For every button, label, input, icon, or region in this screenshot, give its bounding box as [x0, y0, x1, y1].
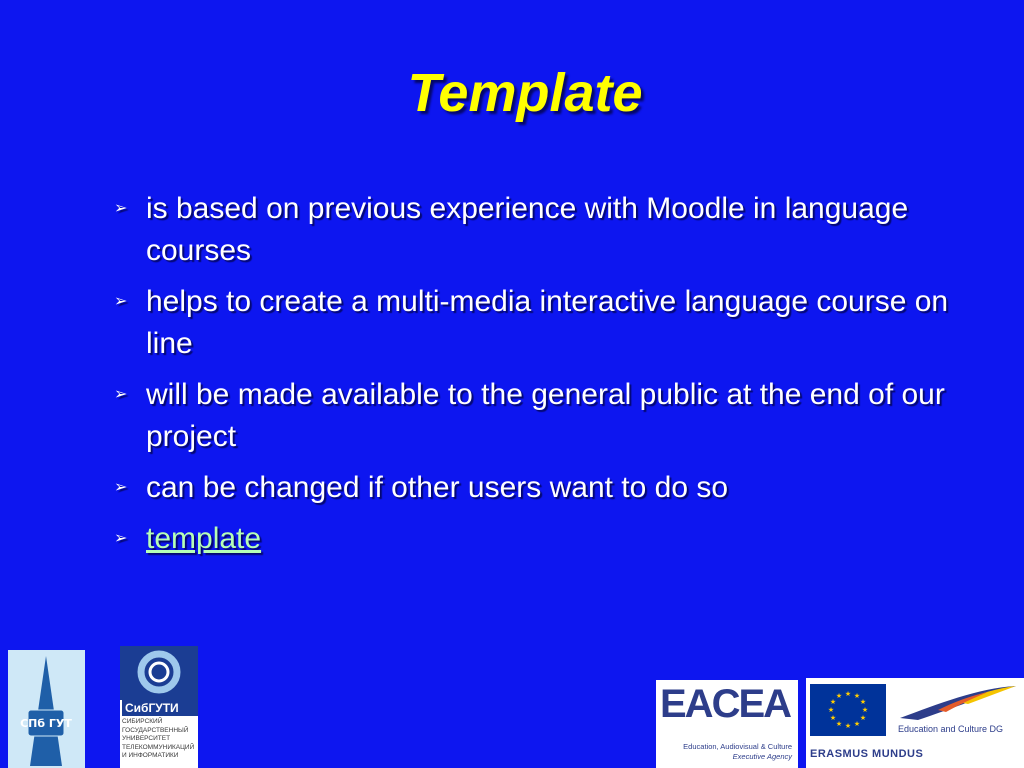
- arrowhead-icon: ➢: [114, 386, 128, 403]
- svg-text:★: ★: [835, 692, 843, 700]
- bullet-item: [112, 374, 952, 458]
- sibguti-logo-name: СибГУТИ: [122, 700, 198, 716]
- spbgut-tower-icon: [8, 650, 85, 768]
- bullet-text: helps to create a multi-media interactive language course on line: [146, 285, 949, 360]
- bullet-text: can be changed if other users want to do so: [146, 471, 729, 504]
- arrowhead-icon: ➢: [114, 200, 128, 217]
- swoosh-icon: [898, 684, 1018, 722]
- sibguti-emblem-icon: [120, 646, 198, 700]
- bullet-item: [112, 188, 952, 272]
- eu-program-text: Education and Culture DG: [898, 724, 1004, 734]
- spbgut-logo-text: СПб ГУТ: [20, 717, 72, 730]
- eacea-line2: Executive Agency: [732, 752, 792, 761]
- svg-text:★: ★: [844, 722, 852, 730]
- svg-text:★: ★: [835, 720, 843, 728]
- sibguti-logo-lines: СИБИРСКИЙ ГОСУДАРСТВЕННЫЙ УНИВЕРСИТЕТ ТЕЛЕКОММУНИКАЦИЙ И ИНФОРМАТИКИ: [122, 718, 195, 759]
- svg-text:★: ★: [829, 714, 837, 722]
- svg-text:★: ★: [859, 698, 867, 706]
- erasmus-mundus-logo: [806, 678, 1024, 768]
- svg-text:★: ★: [853, 720, 861, 728]
- bullet-text: is based on previous experience with Moodle in language courses: [146, 192, 909, 267]
- erasmus-mundus-text: ERASMUS MUNDUS: [810, 748, 924, 760]
- svg-text:★: ★: [861, 706, 869, 714]
- svg-text:★: ★: [859, 714, 867, 722]
- arrowhead-icon: ➢: [114, 530, 128, 547]
- bullet-item: [112, 281, 952, 365]
- arrowhead-icon: ➢: [114, 479, 128, 496]
- svg-text:★: ★: [844, 690, 852, 698]
- eacea-line1: Education, Audiovisual & Culture: [683, 742, 792, 751]
- arrowhead-icon: ➢: [114, 293, 128, 310]
- eu-flag-icon: [810, 684, 886, 736]
- bullet-item: [112, 467, 952, 509]
- bullet-item: [112, 518, 952, 560]
- eacea-logo: [656, 680, 798, 768]
- slide-title: Template: [407, 63, 643, 123]
- eacea-letters: EACEA: [660, 682, 791, 726]
- spbgut-logo: [8, 650, 85, 768]
- svg-text:★: ★: [827, 706, 835, 714]
- sibguti-logo: [120, 646, 198, 768]
- bullet-text: will be made available to the general public at the end of our project: [146, 378, 945, 453]
- svg-text:★: ★: [853, 692, 861, 700]
- svg-text:★: ★: [829, 698, 837, 706]
- bullet-list: [112, 188, 952, 569]
- template-link[interactable]: template: [146, 522, 262, 555]
